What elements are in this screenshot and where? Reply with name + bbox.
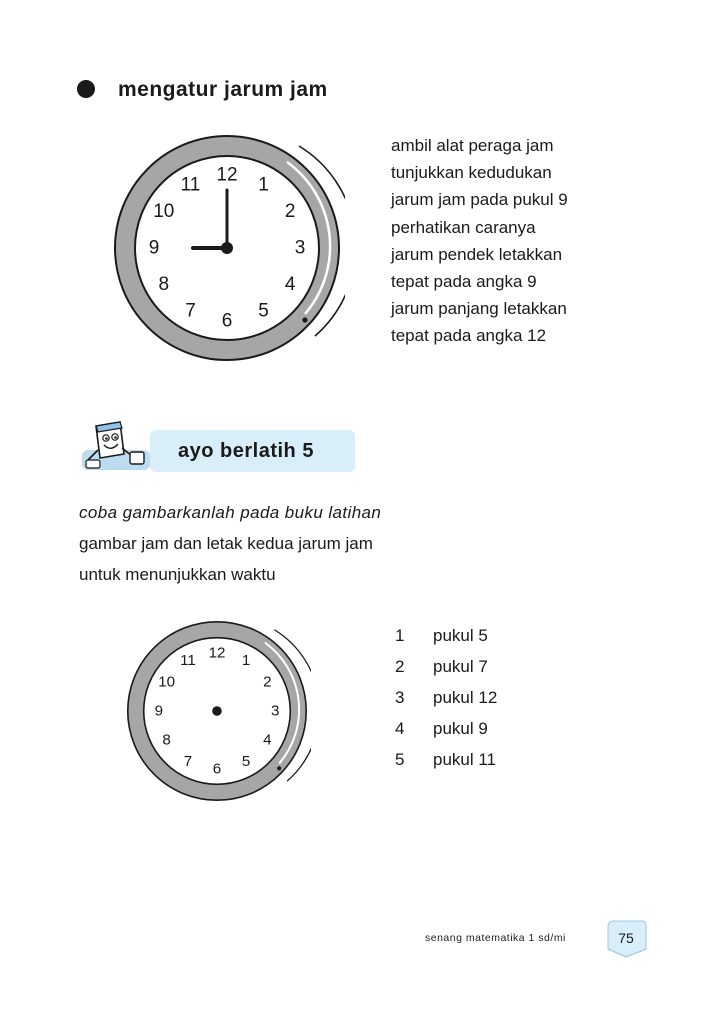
mascot-icon [80,420,152,472]
instructions [391,132,568,350]
clock-number: 2 [263,673,272,691]
task-item [395,651,497,682]
clock-number: 9 [154,702,164,720]
clock-number: 5 [241,752,251,770]
task-number: 1 [395,625,405,645]
clock-center [221,242,233,254]
instruction-line: ambil alat peraga jam [391,136,554,155]
blank-clock [123,613,311,809]
task-label: pukul 11 [433,749,497,769]
exercise-title: ayo berlatih 5 [150,430,355,472]
clock-number: 6 [221,310,233,332]
task-label: pukul 5 [433,625,488,645]
clock-number: 6 [212,760,222,778]
clock-number: 10 [158,673,176,691]
clock-number: 11 [180,174,201,196]
clock-number: 1 [241,652,251,670]
task-list [395,620,497,775]
instruction-line: perhatikan caranya [391,217,536,237]
intro-line: untuk menunjukkan waktu [79,565,276,584]
clock-number: 1 [258,174,269,196]
clock-number: 4 [263,731,272,749]
task-item [395,744,497,775]
example-clock [109,126,345,370]
exercise-intro [79,497,381,590]
section-title: mengatur jarum jam [118,78,328,101]
clock-dot [302,317,307,322]
clock-number: 12 [208,644,226,662]
clock-number: 8 [158,274,170,295]
instruction-line: tepat pada angka 12 [391,326,547,346]
clock-number: 4 [284,274,296,295]
task-item [395,620,497,651]
instruction-line: jarum jam pada pukul 9 [391,190,568,210]
task-number: 4 [395,718,405,738]
intro-line: gambar jam dan letak kedua jarum jam [79,534,373,553]
task-label: pukul 7 [433,656,488,676]
clock-number: 3 [294,237,306,259]
clock-dot [277,766,281,770]
clock-number: 8 [162,731,171,749]
instruction-line: jarum pendek letakkan [391,244,563,264]
clock-number: 10 [153,201,175,222]
bullet-icon [77,80,95,98]
instruction-line: jarum panjang letakkan [391,299,567,319]
page-number: 75 [618,930,634,946]
clock-number: 2 [284,201,296,222]
clock-number: 11 [180,652,196,670]
task-item [395,713,497,744]
clock-center [212,706,222,716]
instruction-line: tunjukkan kedudukan [391,163,552,183]
clock-number: 3 [270,702,280,720]
clock-number: 7 [183,752,193,770]
clock-number: 5 [258,300,269,322]
clock-number: 9 [148,237,160,259]
clock-number: 12 [216,164,238,186]
clock-number: 7 [185,300,196,322]
task-number: 5 [395,749,405,769]
task-label: pukul 9 [433,718,488,738]
instruction-line: tepat pada angka 9 [391,272,537,292]
task-item [395,682,497,713]
footer-book-title: senang matematika 1 sd/mi [425,932,566,944]
task-number: 2 [395,656,405,676]
task-number: 3 [395,687,405,707]
task-label: pukul 12 [433,687,498,707]
intro-line: coba gambarkanlah pada buku latihan [79,503,382,522]
